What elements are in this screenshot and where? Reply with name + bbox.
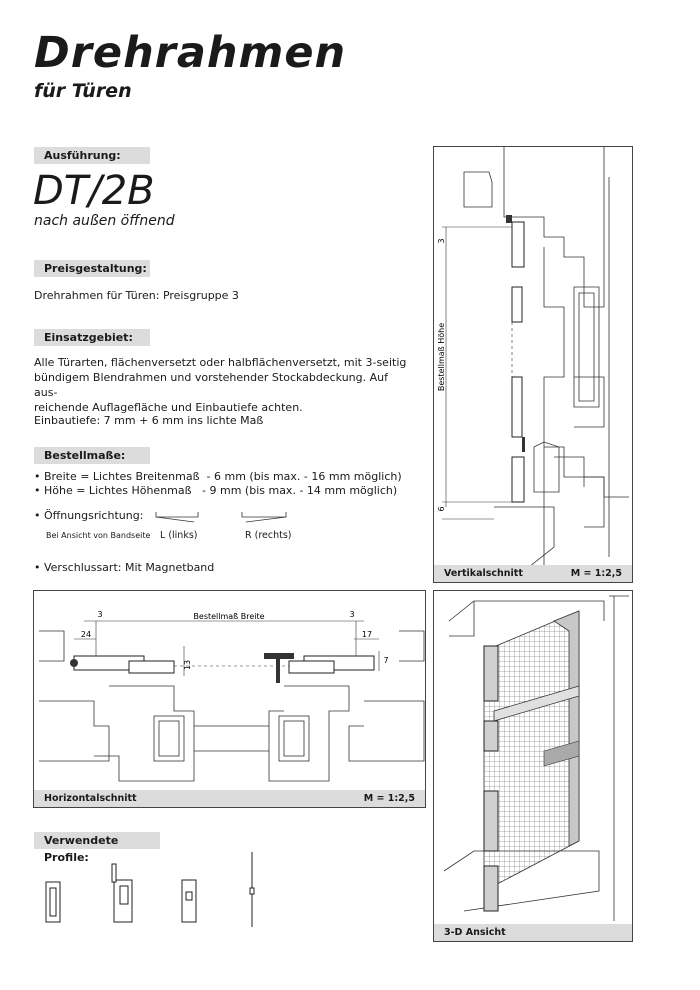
- profile-3: [182, 880, 196, 922]
- profiles-drawing: [34, 852, 294, 932]
- page-subtitle: für Türen: [34, 80, 132, 102]
- vertical-scale: M = 1:2,5: [570, 568, 622, 579]
- profile-1: [46, 882, 60, 922]
- view-3d-caption-text: 3-D Ansicht: [444, 927, 506, 938]
- horizontal-dim-24: 24: [80, 630, 92, 639]
- usage-text: [34, 355, 414, 415]
- profile-4: [250, 852, 254, 927]
- vertical-section-panel: [433, 146, 633, 583]
- page-title: Drehrahmen: [34, 28, 347, 78]
- vertical-section-caption: [434, 565, 632, 582]
- section-label-profiles: Verwendete Profile:: [34, 832, 160, 849]
- vertical-dim-bottom: 6: [437, 506, 446, 512]
- vertical-dim-top: 3: [437, 238, 446, 244]
- horizontal-dim-label: Bestellmaß Breite: [193, 612, 265, 621]
- horizontal-section-caption: [34, 790, 425, 807]
- model-subtitle: nach außen öffnend: [34, 213, 175, 229]
- view-3d-panel: [433, 590, 633, 942]
- view-3d-caption: [434, 924, 632, 941]
- order-height: • Höhe = Lichtes Höhenmaß - 9 mm (bis max. - 14 mm möglich): [34, 484, 398, 497]
- section-label-order: Bestellmaße:: [34, 447, 150, 464]
- pricing-text: Drehrahmen für Türen: Preisgruppe 3: [34, 289, 239, 302]
- installation-depth: Einbautiefe: 7 mm + 6 mm ins lichte Maß: [34, 414, 264, 427]
- horizontal-section-panel: [33, 590, 426, 808]
- horizontal-dim-13: 13: [183, 659, 192, 671]
- vertical-dim-label: Bestellmaß Höhe: [437, 322, 446, 392]
- horizontal-section-drawing: [34, 591, 425, 790]
- view-3d-drawing: [434, 591, 632, 924]
- vertical-caption-text: Vertikalschnitt: [444, 568, 523, 579]
- horizontal-caption-text: Horizontalschnitt: [44, 793, 137, 804]
- model-name: DT/2B: [33, 168, 155, 214]
- opening-left: L (links): [160, 530, 198, 541]
- profile-2: [112, 864, 132, 922]
- usage-line: reichende Auflagefläche und Einbautiefe achten.: [34, 401, 303, 414]
- order-width: • Breite = Lichtes Breitenmaß - 6 mm (bis max. - 16 mm möglich): [34, 470, 402, 483]
- section-label-execution: Ausführung:: [34, 147, 150, 164]
- vertical-section-drawing: [434, 147, 632, 565]
- section-label-usage: Einsatzgebiet:: [34, 329, 150, 346]
- horizontal-dim-3-left: 3: [97, 610, 103, 619]
- horizontal-scale: M = 1:2,5: [363, 793, 415, 804]
- horizontal-dim-17: 17: [361, 630, 373, 639]
- horizontal-dim-3-right: 3: [349, 610, 355, 619]
- opening-right: R (rechts): [245, 530, 292, 541]
- section-label-pricing: Preisgestaltung:: [34, 260, 150, 277]
- opening-direction-label: • Öffnungsrichtung:: [34, 509, 144, 522]
- lock-type: • Verschlussart: Mit Magnetband: [34, 561, 215, 574]
- horizontal-dim-7: 7: [383, 656, 389, 665]
- opening-direction-diagrams: [150, 508, 300, 526]
- usage-line: Alle Türarten, flächenversetzt oder halbflächenversetzt, mit 3-seitig: [34, 356, 407, 369]
- opening-note: Bei Ansicht von Bandseite: [46, 531, 151, 540]
- usage-line: bündigem Blendrahmen und vorstehender Stockabdeckung. Auf aus-: [34, 371, 389, 399]
